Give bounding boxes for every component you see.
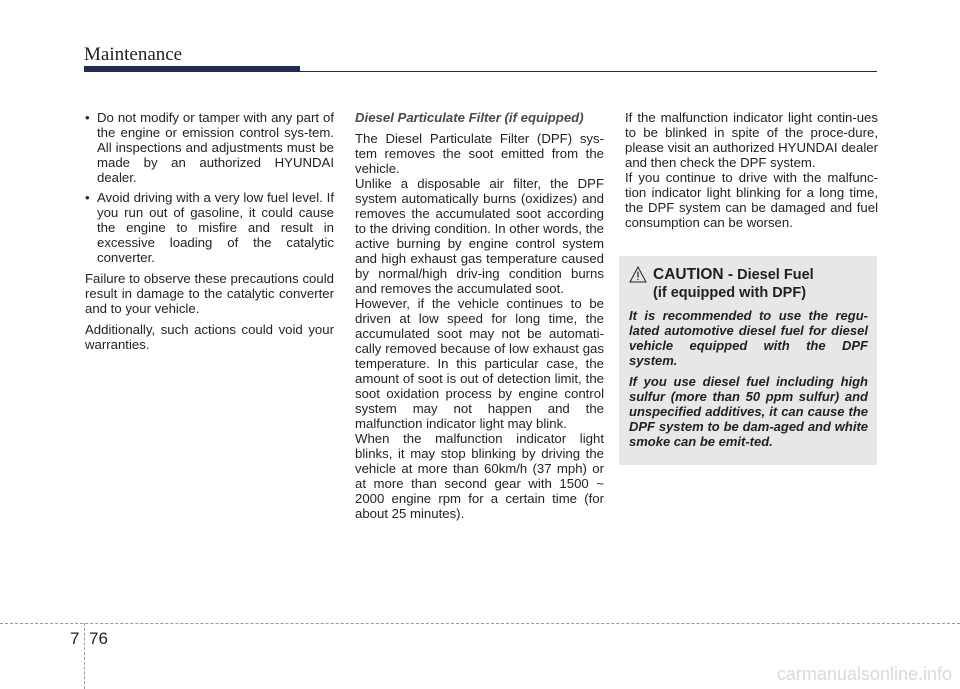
- paragraph: If you continue to drive with the malfunc-tion indicator light blinking for a long time, the DPF system can be damaged and fuel consumption can be worsen.: [625, 170, 878, 230]
- header-accent-bar: [84, 66, 300, 72]
- paragraph: Unlike a disposable air filter, the DPF system automatically burns (oxidizes) and removes the accumulated soot according to the driving condition. In other words, the active burning by engine control system and high exhaust gas temperature caused by normal/high driv-ing condition burns and removes the accumulated soot.: [355, 176, 604, 296]
- precaution-list: [85, 110, 334, 265]
- page-section-title: Maintenance: [84, 44, 183, 65]
- chapter-number: 7: [70, 629, 80, 648]
- paragraph: If the malfunction indicator light contin-ues to be blinked in spite of the proce-dure, please visit an authorized HYUNDAI dealer and then check the DPF system.: [625, 110, 878, 170]
- caution-subtitle: (if equipped with DPF): [653, 285, 807, 301]
- caution-paragraph: It is recommended to use the regu-lated automotive diesel fuel for diesel vehicle equipped with the DPF system.: [629, 308, 868, 368]
- caution-label: CAUTION -: [653, 266, 734, 283]
- caution-title: Diesel Fuel: [737, 267, 814, 283]
- column-right: [625, 110, 878, 230]
- caution-paragraph: If you use diesel fuel including high sulfur (more than 50 ppm sulfur) and unspecified additives, it can cause the DPF system to be dam-aged and white smoke can be emit-ted.: [629, 374, 868, 449]
- bullet-item: • Do not modify or tamper with any part of the engine or emission control sys-tem. All inspections and adjustments must be made by an authorized HYUNDAI dealer.: [85, 110, 334, 185]
- paragraph: However, if the vehicle continues to be driven at low speed for long time, the accumulated soot may not be automati-cally removed because of low exhaust gas temperature. In this particular case, the amount of soot is out of detection limit, the soot oxidation process by engine control system may not happen and the malfunction indicator light may blink.: [355, 296, 604, 431]
- header-rule: [300, 71, 877, 72]
- caution-heading: [629, 266, 868, 302]
- footer-rule: [0, 623, 960, 624]
- footer-divider: [84, 623, 85, 689]
- caution-body: [629, 308, 868, 449]
- caution-box: [619, 256, 877, 465]
- paragraph: Additionally, such actions could void your warranties.: [85, 322, 334, 352]
- page-number: 76: [89, 629, 108, 648]
- paragraph: Failure to observe these precautions could result in damage to the catalytic converter and to your vehicle.: [85, 271, 334, 316]
- column-middle: [355, 110, 604, 521]
- section-subheading: Diesel Particulate Filter (if equipped): [355, 110, 584, 125]
- column-left: [85, 110, 334, 358]
- watermark-text: carmanualsonline.info: [776, 664, 952, 684]
- paragraph: The Diesel Particulate Filter (DPF) sys-tem removes the soot emitted from the vehicle.: [355, 131, 604, 176]
- paragraph: When the malfunction indicator light blinks, it may stop blinking by driving the vehicle at more than 60km/h (37 mph) or at more than second gear with 1500 ~ 2000 engine rpm for a certain time (for about 25 minutes).: [355, 431, 604, 521]
- warning-triangle-icon: [629, 266, 647, 288]
- bullet-item: • Avoid driving with a very low fuel level. If you run out of gasoline, it could cause the engine to misfire and result in excessive loading of the catalytic converter.: [85, 190, 334, 265]
